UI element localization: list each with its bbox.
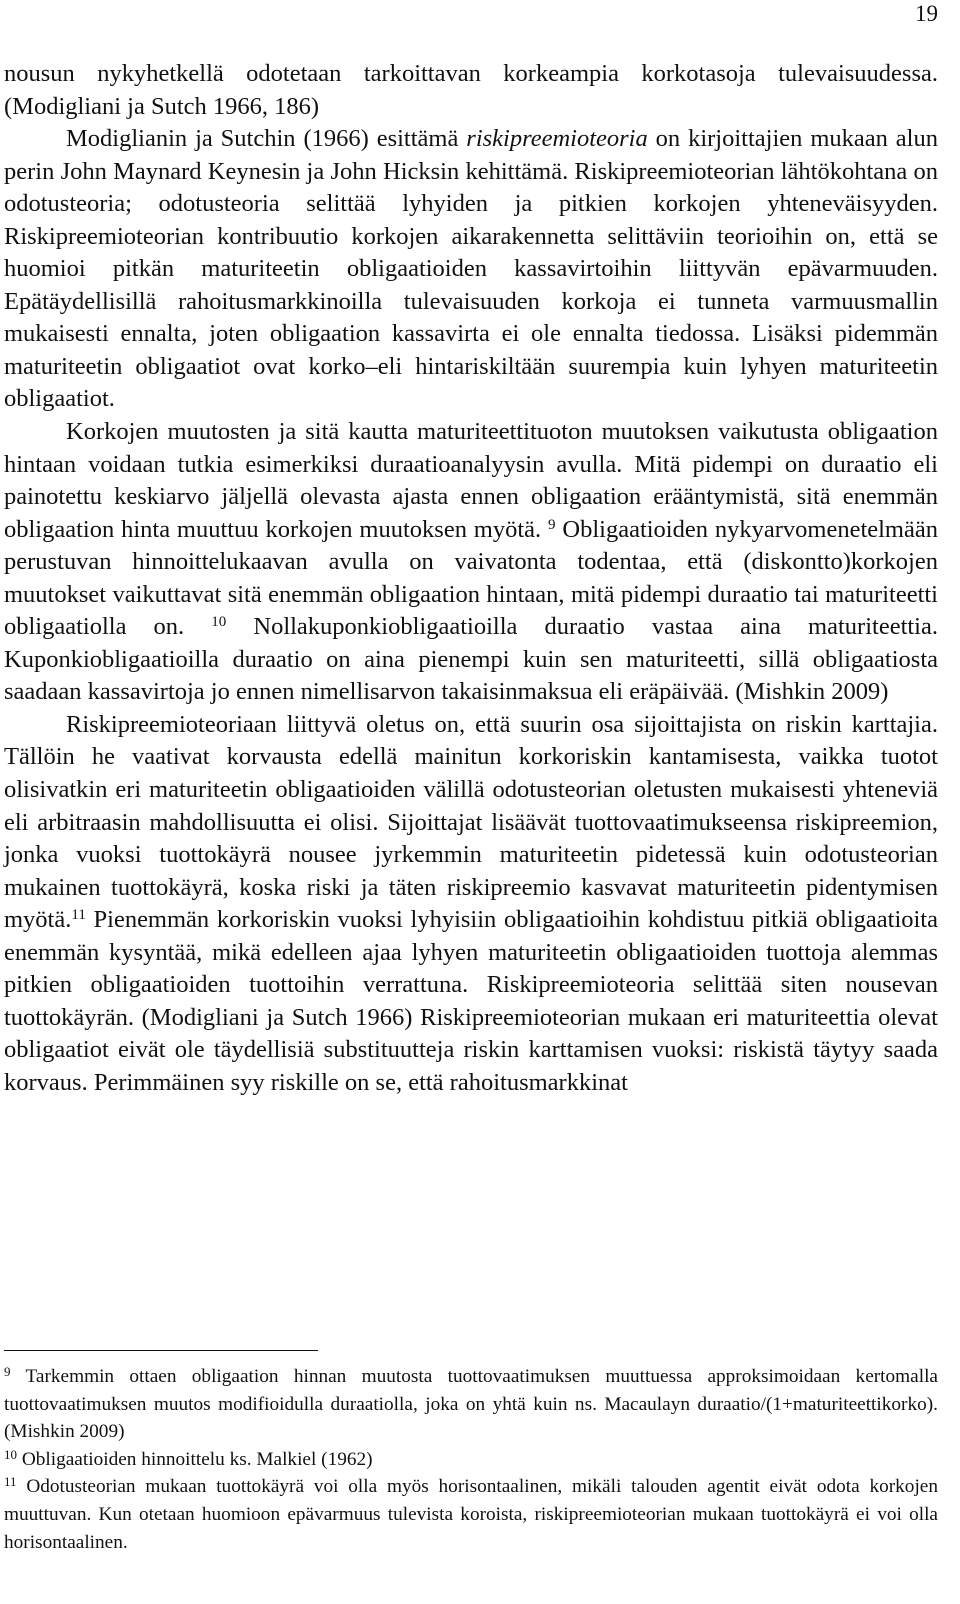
footnote-text: Obligaatioiden hinnoittelu ks. Malkiel (1962): [17, 1448, 373, 1470]
footnote-ref[interactable]: 11: [71, 907, 86, 924]
footnote-separator: [4, 1350, 318, 1351]
paragraph: [4, 58, 938, 123]
footnote: [4, 1363, 938, 1446]
footnote-text: Tarkemmin ottaen obligaation hinnan muutosta tuottovaatimuksen muuttuessa approksimoidaan kertomalla tuottovaatimuksen muutos modifioidulla duraatiolla, joka on yhtä kuin ns. Macaulayn duraatio/(1+maturiteettikorko). (Mishkin 2009): [4, 1366, 938, 1443]
footnote-ref[interactable]: 9: [548, 516, 556, 533]
footnote-marker: 9: [4, 1364, 11, 1379]
paragraph-text: nousun nykyhetkellä odotetaan tarkoittavan korkeampia korkotasoja tulevaisuudessa. (Modigliani ja Sutch 1966, 186): [4, 60, 938, 120]
paragraph-text: Modiglianin ja Sutchin (1966) esittämä: [66, 125, 467, 153]
paragraph-text: Riskipreemioteoriaan liittyvä oletus on, että suurin osa sijoittajista on riskin karttajia. Tällöin he vaativat korvausta edellä mainitun korkoriskin kantamisesta, vaikka tuotot olisivatkin eri maturiteetin obligaatioiden välillä odotusteorian oletusten mukaisesti yhteneviä eli arbitraasin mahdollisuutta ei olisi. Sijoittajat lisäävät tuottovaatimukseensa riskipreemion, jonka vuoksi tuottokäyrä nousee jyrkemmin maturiteetin pidetessä kuin odotusteorian mukainen tuottokäyrä, koska riski ja täten riskipreemio kasvavat maturiteetin pidentymisen myötä.: [4, 710, 938, 934]
page-number: 19: [915, 1, 938, 26]
footnote: [4, 1446, 938, 1474]
footnote-ref[interactable]: 10: [211, 614, 227, 631]
paragraph-text: Korkojen muutosten ja sitä kautta maturiteettituoton muutoksen vaikutusta obligaation hintaan voidaan tutkia esimerkiksi duraatioanalyysin avulla. Mitä pidempi on duraatio eli painotettu keskiarvo jäljellä olevasta ajasta ennen obligaation erääntymistä, sitä enemmän obligaation hinta muuttuu korkojen muutoksen myötä.: [4, 418, 938, 543]
body-text: [4, 58, 938, 1100]
paragraph: [4, 416, 938, 709]
paragraph: [4, 709, 938, 1100]
footnote-marker: 11: [4, 1474, 17, 1490]
footnote: [4, 1473, 938, 1556]
paragraph: [4, 123, 938, 416]
paragraph-text: Nollakuponkiobligaatioilla duraatio vastaa aina maturiteettia. Kuponkiobligaatioilla duraatio on aina pienempi kuin sen maturiteetti, sillä obligaatiosta saadaan kassavirtoja jo ennen nimellisarvon takaisinmaksua eli eräpäivää. (Mishkin 2009): [4, 613, 938, 706]
emphasized-term: riskipreemioteoria: [466, 125, 648, 153]
paragraph-text: Obligaatioiden nykyarvomenetelmään perustuvan hinnoittelukaavan avulla on vaivatonta todentaa, että (diskontto)korkojen muutokset vaikuttavat sitä enemmän obligaation hintaan, mitä pidempi duraatio tai maturiteetti obligaatiolla on.: [4, 515, 938, 641]
footnote-text: Odotusteorian mukaan tuottokäyrä voi olla myös horisontaalinen, mikäli talouden agentit eivät odota korkojen muuttuvan. Kun otetaan huomioon epävarmuus tulevista koroista, riskipreemioteorian mukaan tuottokäyrä ei voi olla horisontaalinen.: [4, 1476, 938, 1553]
paragraph-text: on kirjoittajien mukaan alun perin John Maynard Keynesin ja John Hicksin kehittämä. Riskipreemioteorian lähtökohtana on odotusteoria; odotusteoria selittää lyhyiden ja pitkien korkojen yhteneväisyyden. Riskipreemioteorian kontribuutio korkojen aikarakennetta selittäviin teorioihin on, että se huomioi pitkän maturiteetin obligaatioiden kassavirtoihin liittyvän epävarmuuden. Epätäydellisillä rahoitusmarkkinoilla tulevaisuuden korkoja ei tunneta varmuusmallin mukaisesti ennalta, joten obligaation kassavirta ei ole ennalta tiedossa. Lisäksi pidemmän maturiteetin obligaatiot ovat korko–eli hintariskiltään suurempia kuin lyhyen maturiteetin obligaatiot.: [4, 125, 938, 413]
footnote-marker: 10: [4, 1446, 17, 1462]
footnotes: [4, 1363, 938, 1556]
paragraph-text: Pienemmän korkoriskin vuoksi lyhyisiin obligaatioihin kohdistuu pitkiä obligaatioita enemmän kysyntää, mikä edelleen ajaa lyhyen maturiteetin obligaatioiden tuottoja alemmas pitkien obligaatioiden tuottoihin verrattuna. Riskipreemioteoria selittää siten nousevan tuottokäyrän. (Modigliani ja Sutch 1966) Riskipreemioteorian mukaan eri maturiteettia olevat obligaatiot eivät ole täydellisiä substituutteja riskin karttamisen vuoksi: riskistä täytyy saada korvaus. Perimmäinen syy riskille on se, että rahoitusmarkkinat: [4, 906, 938, 1096]
